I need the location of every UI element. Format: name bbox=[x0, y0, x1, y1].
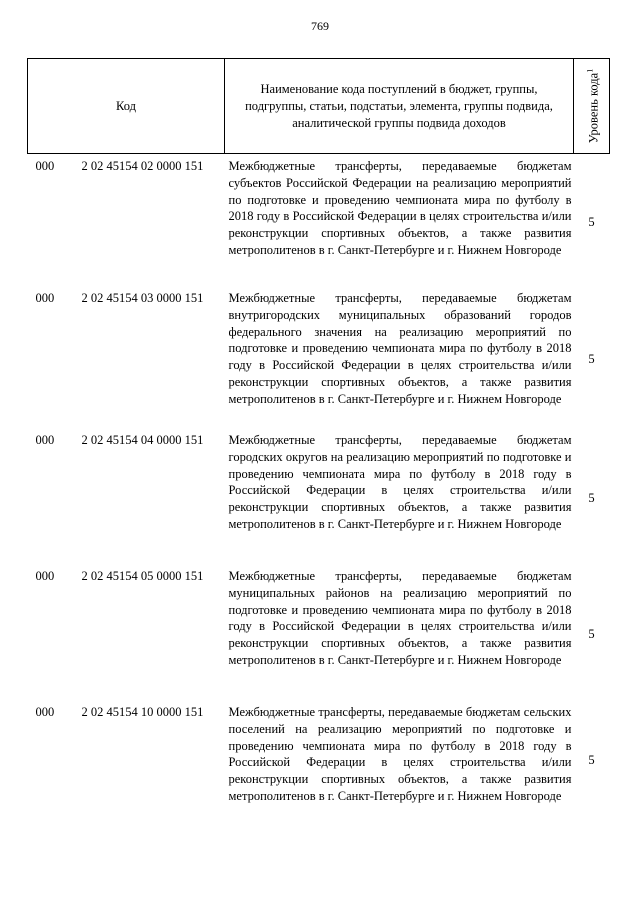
code-level: 5 bbox=[588, 214, 595, 229]
budget-code: 2 02 45154 10 0000 151 bbox=[81, 705, 204, 719]
code-cell bbox=[28, 564, 225, 700]
table-row bbox=[28, 286, 610, 428]
code-level: 5 bbox=[588, 351, 595, 366]
budget-code: 2 02 45154 05 0000 151 bbox=[81, 569, 204, 583]
table-row bbox=[28, 700, 610, 816]
budget-code: 2 02 45154 03 0000 151 bbox=[81, 291, 204, 305]
admin-code: 000 bbox=[35, 569, 55, 583]
code-level: 5 bbox=[588, 752, 595, 767]
admin-code: 000 bbox=[35, 159, 55, 173]
admin-code: 000 bbox=[35, 705, 55, 719]
table-row bbox=[28, 154, 610, 287]
header-level bbox=[574, 59, 610, 154]
header-level-label bbox=[581, 69, 602, 143]
table-body bbox=[28, 154, 610, 817]
code-name: Межбюджетные трансферты, передаваемые бюджетам внутригородских муниципальных образований городов федерального значения на реализацию мероприятий по подготовке и проведению чемпионата мира по футболу в 2018 году в Российской Федерации в целях строительства и/или реконструкции спортивных объектов, а также развития метрополитенов в г. Санкт-Петербурге и г. Нижнем Новгороде bbox=[228, 291, 572, 406]
budget-codes-table bbox=[27, 58, 610, 816]
table-row bbox=[28, 428, 610, 564]
page-number: 769 bbox=[311, 19, 329, 33]
budget-code: 2 02 45154 02 0000 151 bbox=[81, 159, 204, 173]
code-name: Межбюджетные трансферты, передаваемые бюджетам муниципальных районов на реализацию мероприятий по подготовке и проведению чемпионата мира по футболу в 2018 году в Российской Федерации в целях строительства и/или реконструкции спортивных объектов, а также развития метрополитенов в г. Санкт-Петербурге и г. Нижнем Новгороде bbox=[228, 569, 572, 667]
code-cell bbox=[28, 700, 225, 816]
table-header bbox=[28, 59, 610, 154]
header-level-text: Уровень кода bbox=[586, 72, 601, 144]
code-name: Межбюджетные трансферты, передаваемые бюджетам городских округов на реализацию мероприятий по подготовке и проведению чемпионата мира по футболу в 2018 году в Российской Федерации в целях строительства и/или реконструкции спортивных объектов, а также развития метрополитенов в г. Санкт-Петербурге и г. Нижнем Новгороде bbox=[228, 433, 572, 531]
header-code: Код bbox=[28, 59, 225, 154]
budget-code: 2 02 45154 04 0000 151 bbox=[81, 433, 204, 447]
code-level: 5 bbox=[588, 626, 595, 641]
table-row bbox=[28, 564, 610, 700]
code-name: Межбюджетные трансферты, передаваемые бюджетам субъектов Российской Федерации на реализацию мероприятий по подготовке и проведению чемпионата мира по футболу в 2018 году в Российской Федерации в целях строительства и/или реконструкции спортивных объектов, а также развития метрополитенов в г. Санкт-Петербурге и г. Нижнем Новгороде bbox=[228, 159, 572, 257]
admin-code: 000 bbox=[35, 433, 55, 447]
code-cell bbox=[28, 428, 225, 564]
code-name: Межбюджетные трансферты, передаваемые бюджетам сельских поселений на реализацию мероприятий по подготовке и проведению чемпионата мира по футболу в 2018 году в Российской Федерации в целях строительства и/или реконструкции спортивных объектов, а также развития метрополитенов в г. Санкт-Петербурге и г. Нижнем Новгороде bbox=[228, 705, 572, 803]
header-name: Наименование кода поступлений в бюджет, группы, подгруппы, статьи, подстатьи, элемента, группы подвида, аналитической группы подвида доходов bbox=[225, 59, 574, 154]
header-level-footnote: 1 bbox=[584, 68, 594, 73]
code-level: 5 bbox=[588, 490, 595, 505]
code-cell bbox=[28, 286, 225, 428]
code-cell bbox=[28, 154, 225, 287]
admin-code: 000 bbox=[35, 291, 55, 305]
